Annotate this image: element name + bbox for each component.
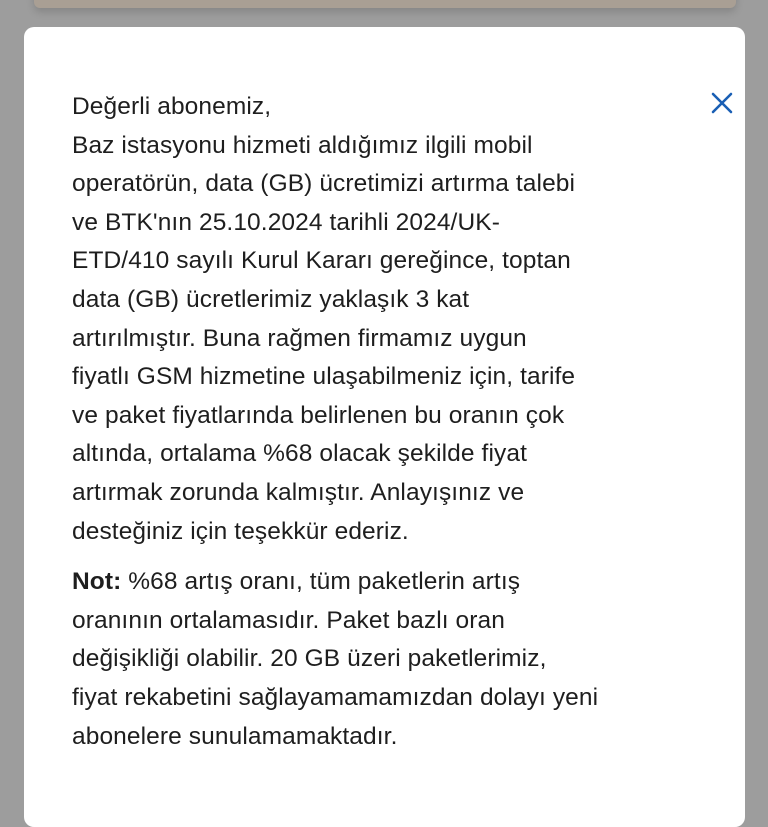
note-text: %68 artış oranı, tüm paketlerin artış [121, 568, 521, 596]
note-line: abonelere sunulamamaktadır. [72, 722, 398, 750]
close-icon [708, 89, 736, 117]
note-label: Not: [72, 568, 122, 596]
message-line: fiyatlı GSM hizmetine ulaşabilmeniz için, tarife [72, 363, 576, 391]
message-line: data (GB) ücretlerimiz yaklaşık 3 kat [72, 285, 470, 313]
message-line: ve paket fiyatlarında belirlenen bu oranın çok [72, 401, 565, 429]
message-line: Baz istasyonu hizmeti aldığımız ilgili mobil [72, 131, 533, 159]
modal-content [72, 88, 712, 756]
background-card [34, 0, 736, 8]
note-section [72, 563, 712, 756]
message-line: Değerli abonemiz, [72, 93, 272, 120]
note-line: oranının ortalamasıdır. Paket bazlı oran [72, 606, 505, 634]
note-line [72, 563, 712, 602]
message-line: desteğiniz için teşekkür ederiz. [72, 517, 409, 545]
message-line: ve BTK'nın 25.10.2024 tarihli 2024/UK- [72, 208, 500, 236]
message-line: ETD/410 sayılı Kurul Kararı gereğince, toptan [72, 247, 571, 275]
message-line: altında, ortalama %68 olacak şekilde fiyat [72, 440, 527, 468]
note-line: değişikliği olabilir. 20 GB üzeri paketlerimiz, [72, 645, 547, 673]
note-line: fiyat rekabetini sağlayamamamızdan dolayı yeni [72, 683, 599, 711]
message-line: artırılmıştır. Buna rağmen firmamız uygun [72, 324, 527, 352]
close-button[interactable] [708, 89, 736, 117]
message-line: operatörün, data (GB) ücretimizi artırma talebi [72, 170, 576, 198]
message-line: artırmak zorunda kalmıştır. Anlayışınız ve [72, 478, 525, 506]
message-body [72, 88, 712, 551]
